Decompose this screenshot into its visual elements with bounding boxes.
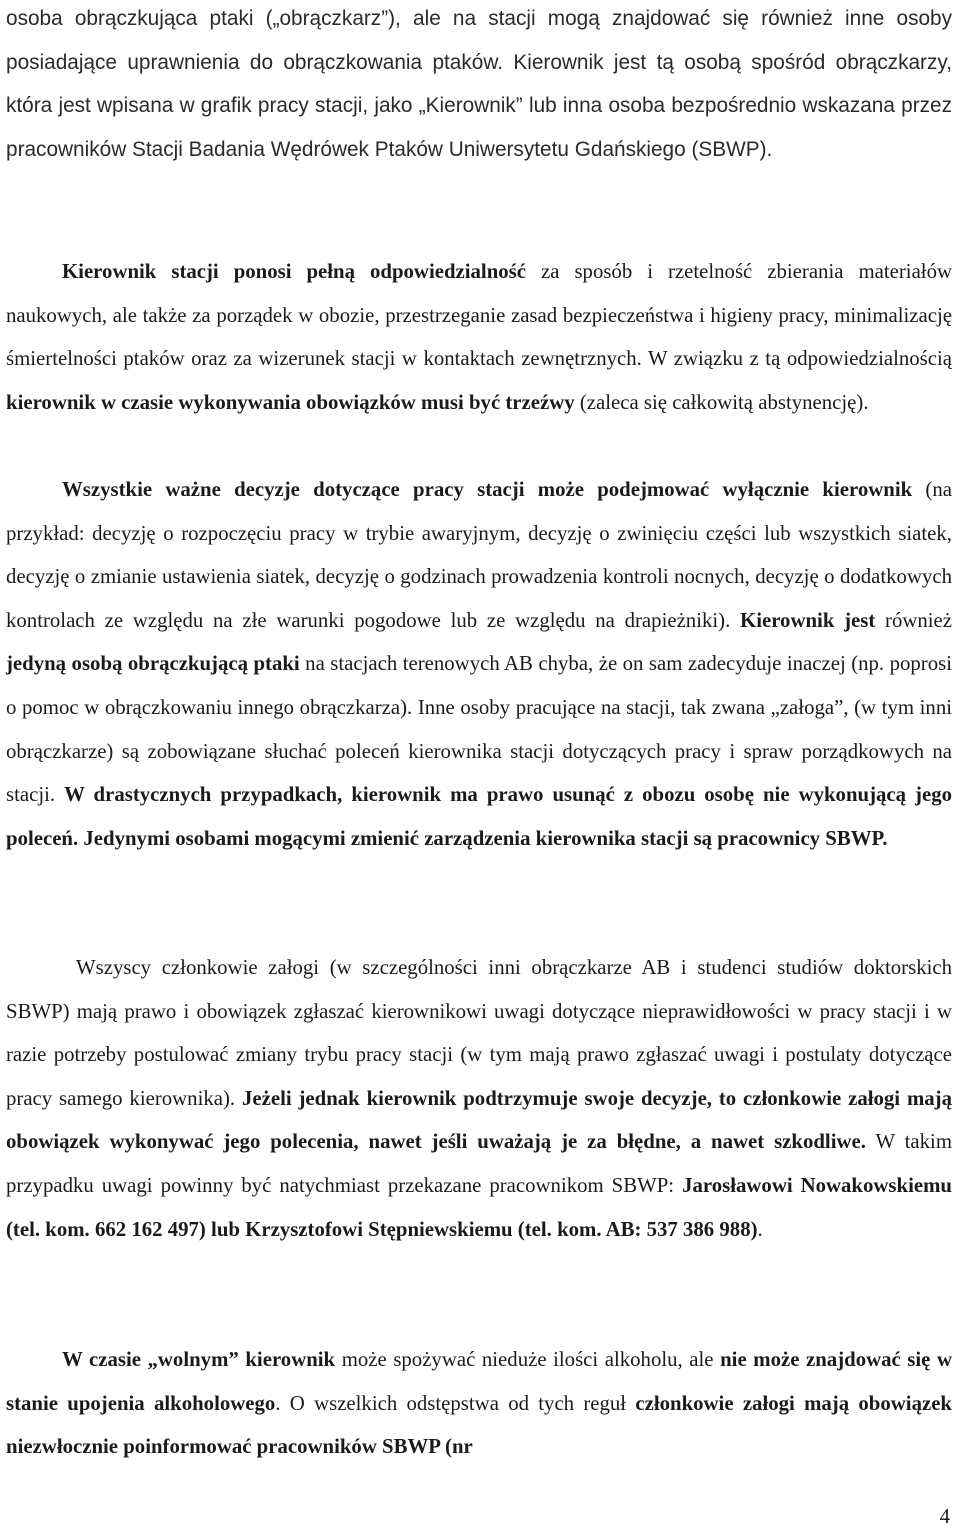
text-run: (na przykład: decyzję o rozpoczęciu pracy w trybie awaryjnym, decyzję o zwinięciu części lub wszystkich siatek, decyzję o zmianie ustawienia siatek, decyzję o godzinach prowadzenia kontroli nocnych, decyzję o dodatkowych kontrolach ze względu na złe warunki pogodowe lub ze względu na drapieżniki). [6, 478, 952, 632]
text-run-bold: Jeżeli jednak kierownik podtrzymuje swoje decyzje, to członkowie załogi mają obowiązek wykonywać jego polecenia, nawet jeśli uważają je za błędne, a nawet szkodliwe. [6, 1086, 952, 1154]
text-run-bold: jedyną osobą obrączkującą ptaki [6, 652, 300, 676]
paragraph-free-time-alcohol [6, 1338, 952, 1469]
text-run: osoba obrączkująca ptaki („obrączkarz”), ale na stacji mogą znajdować się również inne osoby posiadające uprawnienia do obrączkowania ptaków. Kierownik jest tą osobą spośród obrączkarzy, która jest wpisana w grafik pracy stacji, jako „Kierownik” lub inna osoba bezpośrednio wskazana przez pracowników Stacji Badania Wędrówek Ptaków Uniwersytetu Gdańskiego (SBWP). [6, 7, 952, 161]
text-run: W takim przypadku uwagi powinny być natychmiast przekazane pracownikom SBWP: [6, 1130, 952, 1197]
text-run-bold: W drastycznych przypadkach, kierownik ma prawo usunąć z obozu osobę nie wykonującą jego poleceń. Jedynymi osobami mogącymi zmienić zarządzenia kierownika stacji są pracownicy SBWP. [6, 783, 952, 850]
text-run: . [757, 1217, 763, 1241]
paragraph-leader-responsibility [6, 250, 952, 424]
text-run-bold: Kierownik stacji ponosi pełną odpowiedzialność [62, 260, 527, 283]
text-run-bold: nie może znajdować się w stanie upojenia alkoholowego [6, 1348, 952, 1415]
text-run-bold: Kierownik jest [740, 608, 876, 632]
text-run: na stacjach terenowych AB chyba, że on sam zadecyduje inaczej (np. poprosi o pomoc w obrączkowaniu innego obrączkarza). Inne osoby pracujące na stacji, tak zwana „załoga”, (w tym inni obrączkarze) są zobowiązane słuchać poleceń kierownika stacji dotyczących pracy i spraw porządkowych na stacji. [6, 652, 952, 807]
text-run: (zaleca się całkowitą abstynencję). [574, 390, 869, 414]
paragraph-station-leader-definition [6, 0, 952, 171]
text-run-bold: W czasie „wolnym” kierownik [62, 1348, 336, 1371]
text-run-bold: kierownik w czasie wykonywania obowiązków musi być trzeźwy [6, 390, 575, 414]
paragraph-crew-rights [6, 946, 952, 1251]
text-run: Wszyscy członkowie załogi (w szczególności inni obrączkarze AB i studenci studiów doktorskich SBWP) mają prawo i obowiązek zgłaszać kierownikowi uwagi dotyczące nieprawidłowości w pracy stacji i w razie potrzeby postulować zmiany trybu pracy stacji (w tym mają prawo zgłaszać uwagi i postulaty dotyczące pracy samego kierownika). [6, 956, 952, 1110]
text-run-bold: Wszystkie ważne decyzje dotyczące pracy stacji może podejmować wyłącznie kierownik [62, 478, 913, 501]
text-run: również [875, 608, 953, 632]
paragraph-leader-decisions [6, 468, 952, 860]
page-number: 4 [939, 1505, 950, 1528]
text-run-bold: Jarosławowi Nowakowskiemu (tel. kom. 662 162 497) lub Krzysztofowi Stępniewskiemu (tel. kom. AB: 537 386 988) [6, 1173, 952, 1241]
text-run: za sposób i rzetelność zbierania materiałów naukowych, ale także za porządek w obozie, przestrzeganie zasad bezpieczeństwa i higieny pracy, minimalizację śmiertelności ptaków oraz za wizerunek stacji w kontaktach zewnętrznych. W związku z tą odpowiedzialnością [6, 260, 952, 371]
text-run: może spożywać nieduże ilości alkoholu, ale [335, 1348, 721, 1371]
text-run-bold: członkowie załogi mają obowiązek niezwłocznie poinformować pracowników SBWP (nr [6, 1391, 952, 1459]
text-run: . O wszelkich odstępstwa od tych reguł [275, 1391, 636, 1415]
